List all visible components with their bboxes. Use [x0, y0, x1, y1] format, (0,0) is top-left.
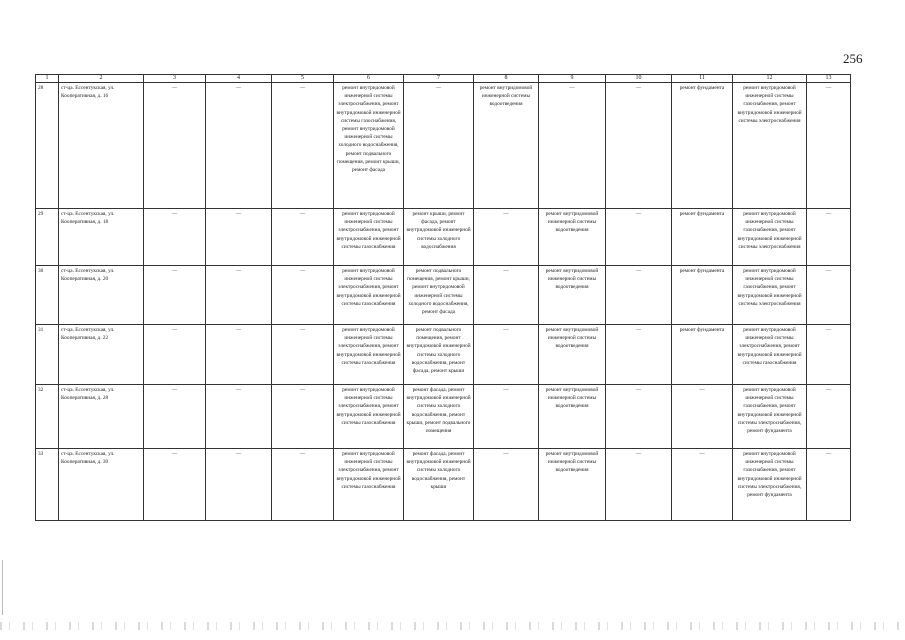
column-number: 2 [59, 75, 144, 83]
empty-cell: — [606, 325, 672, 385]
empty-cell: — [672, 449, 733, 521]
column-number: 6 [334, 75, 404, 83]
repair-works-cell: ремонт фасада, ремонт внутридомовой инженерной системы холодного водоснабжения, ремонт крыши [404, 449, 474, 521]
repair-works-cell: ремонт внутридомовой инженерной системы газоснабжения, ремонт внутридомовой инженерной системы электроснабжения, ремонт фундамента [733, 385, 807, 449]
empty-cell: — [539, 83, 606, 209]
repair-works-cell: ремонт фундамента [672, 325, 733, 385]
repair-works-cell: ремонт крыши, ремонт фасада, ремонт внутридомовой инженерной системы холодного водоснабжения [404, 209, 474, 266]
empty-cell: — [807, 209, 851, 266]
empty-cell: — [206, 385, 272, 449]
empty-cell: — [272, 83, 334, 209]
repair-works-cell: ремонт внутридомовой инженерной системы электроснабжения, ремонт внутридомовой инженерной системы газоснабжения [334, 449, 404, 521]
address-cell: ст-ца. Ессентукская, ул. Кооперативная, д. 16 [59, 83, 144, 209]
empty-cell: — [474, 385, 539, 449]
repair-works-cell: ремонт внутридомовой инженерной системы газоснабжения, ремонт внутридомовой инженерной системы электроснабжения [733, 266, 807, 325]
repair-works-cell: ремонт внутридомовой инженерной системы электроснабжения, ремонт внутридомовой инженерной системы газоснабжения [334, 209, 404, 266]
column-number: 12 [733, 75, 807, 83]
empty-cell: — [206, 209, 272, 266]
empty-cell: — [807, 325, 851, 385]
row-number: 30 [36, 266, 59, 325]
empty-cell: — [272, 209, 334, 266]
empty-cell: — [474, 325, 539, 385]
column-number: 11 [672, 75, 733, 83]
row-number: 33 [36, 449, 59, 521]
repair-works-cell: ремонт внутридомовой инженерной системы электроснабжения, ремонт внутридомовой инженерной системы газоснабжения [334, 385, 404, 449]
table-row [36, 209, 851, 266]
empty-cell: — [206, 325, 272, 385]
repair-works-cell: ремонт внутридомовой инженерной системы водоотведения [474, 83, 539, 209]
repair-works-cell: ремонт фундамента [672, 209, 733, 266]
empty-cell: — [474, 209, 539, 266]
column-number: 7 [404, 75, 474, 83]
address-cell: ст-ца. Ессентукская, ул. Кооперативная, д. 18 [59, 209, 144, 266]
row-number: 31 [36, 325, 59, 385]
table-row [36, 385, 851, 449]
column-number: 13 [807, 75, 851, 83]
empty-cell: — [144, 325, 206, 385]
empty-cell: — [807, 83, 851, 209]
repair-works-cell: ремонт подвального помещения, ремонт крыши, ремонт внутридомовой инженерной системы холодного водоснабжения, ремонт фасада [404, 266, 474, 325]
column-number: 1 [36, 75, 59, 83]
repair-works-cell: ремонт внутридомовой инженерной системы водоотведения [539, 266, 606, 325]
table-row [36, 266, 851, 325]
repair-works-cell: ремонт внутридомовой инженерной системы газоснабжения, ремонт внутридомовой инженерной системы электроснабжения [733, 209, 807, 266]
repair-works-cell: ремонт внутридомовой инженерной системы электроснабжения, ремонт внутридомовой инженерной системы газоснабжения [334, 325, 404, 385]
repair-works-cell: ремонт внутридомовой инженерной системы электроснабжения, ремонт внутридомовой инженерной системы газоснабжения, ремонт внутридомовой инженерной системы холодного водоснабжения, ремонт подвального помещения, ремонт крыши, ремонт фасада [334, 83, 404, 209]
column-number: 4 [206, 75, 272, 83]
empty-cell: — [807, 385, 851, 449]
repair-works-cell: ремонт фундамента [672, 83, 733, 209]
address-cell: ст-ца. Ессентукская, ул. Кооперативная, д. 28 [59, 385, 144, 449]
empty-cell: — [144, 83, 206, 209]
repair-works-cell: ремонт фасада, ремонт внутридомовой инженерной системы холодного водоснабжения, ремонт крыши, ремонт подвального помещения [404, 385, 474, 449]
table-row [36, 449, 851, 521]
empty-cell: — [272, 266, 334, 325]
repair-works-cell: ремонт внутридомовой инженерной системы электроснабжения, ремонт внутридомовой инженерной системы газоснабжения [334, 266, 404, 325]
column-number: 10 [606, 75, 672, 83]
row-number: 29 [36, 209, 59, 266]
repair-works-cell: ремонт фундамента [672, 266, 733, 325]
column-number: 3 [144, 75, 206, 83]
page-number: 256 [843, 51, 863, 66]
table-row [36, 83, 851, 209]
empty-cell: — [144, 266, 206, 325]
empty-cell: — [606, 83, 672, 209]
row-number: 28 [36, 83, 59, 209]
column-number: 9 [539, 75, 606, 83]
address-cell: ст-ца. Ессентукская, ул. Кооперативная, д. 20 [59, 266, 144, 325]
empty-cell: — [272, 325, 334, 385]
empty-cell: — [606, 209, 672, 266]
repair-works-cell: ремонт внутридомовой инженерной системы водоотведения [539, 385, 606, 449]
column-number: 8 [474, 75, 539, 83]
repair-works-cell: ремонт подвального помещения, ремонт внутридомовой инженерной системы холодного водоснабжения, ремонт фасада, ремонт крыши [404, 325, 474, 385]
empty-cell: — [144, 385, 206, 449]
empty-cell: — [272, 385, 334, 449]
empty-cell: — [474, 266, 539, 325]
repair-works-cell: ремонт внутридомовой инженерной системы водоотведения [539, 325, 606, 385]
empty-cell: — [606, 385, 672, 449]
empty-cell: — [144, 209, 206, 266]
column-number-row [36, 75, 851, 83]
empty-cell: — [404, 83, 474, 209]
repair-works-cell: ремонт внутридомовой инженерной системы газоснабжения, ремонт внутридомовой инженерной системы электроснабжения, ремонт фундамента [733, 449, 807, 521]
empty-cell: — [206, 266, 272, 325]
scan-margin-mark [2, 560, 3, 615]
row-number: 32 [36, 385, 59, 449]
empty-cell: — [206, 83, 272, 209]
repair-works-cell: ремонт внутридомовой инженерной системы электроснабжения, ремонт внутридомовой инженерной системы газоснабжения [733, 325, 807, 385]
empty-cell: — [206, 449, 272, 521]
scan-artifact-strip [0, 622, 905, 630]
repair-works-cell: ремонт внутридомовой инженерной системы водоотведения [539, 209, 606, 266]
empty-cell: — [606, 449, 672, 521]
table-row [36, 325, 851, 385]
repair-works-cell: ремонт внутридомовой инженерной системы водоотведения [539, 449, 606, 521]
empty-cell: — [672, 385, 733, 449]
empty-cell: — [807, 449, 851, 521]
empty-cell: — [807, 266, 851, 325]
address-cell: ст-ца. Ессентукская, ул. Кооперативная, д. 30 [59, 449, 144, 521]
empty-cell: — [272, 449, 334, 521]
repair-schedule-table [35, 74, 851, 521]
empty-cell: — [606, 266, 672, 325]
column-number: 5 [272, 75, 334, 83]
address-cell: ст-ца. Ессентукская, ул. Кооперативная, д. 22 [59, 325, 144, 385]
repair-works-cell: ремонт внутридомовой инженерной системы газоснабжения, ремонт внутридомовой инженерной системы электроснабжения [733, 83, 807, 209]
empty-cell: — [144, 449, 206, 521]
empty-cell: — [474, 449, 539, 521]
